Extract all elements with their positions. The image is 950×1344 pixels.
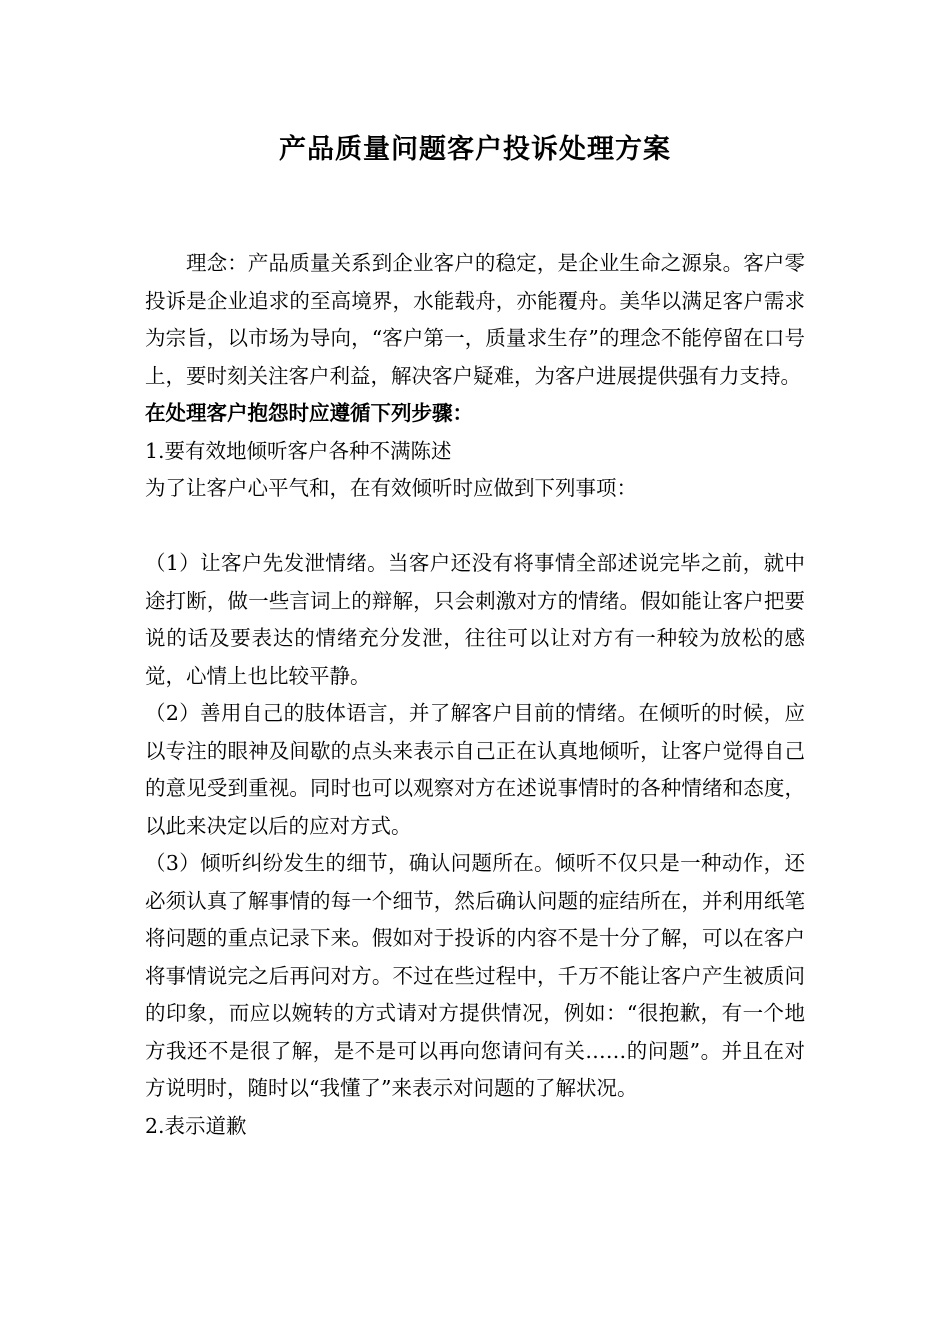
list-item-3: （3）倾听纠纷发生的细节，确认问题所在。倾听不仅只是一种动作，还必须认真了解事情的每一个细节，然后确认问题的症结所在，并利用纸笔将问题的重点记录下来。假如对于投诉的内容不是十分了解，可以在客户将事情说完之后再问对方。不过在些过程中，千万不能让客户产生被质问的印象，而应以婉转的方式请对方提供情况，例如：“很抱歉，有一个地方我还不是很了解，是不是可以再向您请问有关……的问题”。并且在对方说明时，随时以“我懂了”来表示对问题的了解状况。 xyxy=(145,851,805,1100)
document-body xyxy=(145,245,805,1145)
list-item-2: （2）善用自己的肢体语言，并了解客户目前的情绪。在倾听的时候，应以专注的眼神及间歇的点头来表示自己正在认真地倾听，让客户觉得自己的意见受到重视。同时也可以观察对方在述说事情时的各种情绪和态度，以此来决定以后的应对方式。 xyxy=(145,701,805,838)
intro-paragraph: 理念：产品质量关系到企业客户的稳定，是企业生命之源泉。客户零投诉是企业追求的至高境界，水能载舟，亦能覆舟。美华以满足客户需求为宗旨，以市场为导向，“客户第一，质量求生存”的理念不能停留在口号上，要时刻关注客户利益，解决客户疑难，为客户进展提供强有力支持。 xyxy=(145,251,805,388)
list-item-1: （1）让客户先发泄情绪。当客户还没有将事情全部述说完毕之前，就中途打断，做一些言词上的辩解，只会刺激对方的情绪。假如能让客户把要说的话及要表达的情绪充分发泄，往往可以让对方有一种较为放松的感觉，心情上也比较平静。 xyxy=(145,551,805,688)
document-title: 产品质量问题客户投诉处理方案 xyxy=(279,134,671,165)
steps-heading: 在处理客户抱怨时应遵循下列步骤： xyxy=(145,401,473,425)
step-1-heading: 1.要有效地倾听客户各种不满陈述 xyxy=(145,438,452,463)
blank-line xyxy=(145,508,805,546)
step-1-intro: 为了让客户心平气和，在有效倾听时应做到下列事项： xyxy=(145,476,637,500)
step-2-heading: 2.表示道歉 xyxy=(145,1113,247,1138)
